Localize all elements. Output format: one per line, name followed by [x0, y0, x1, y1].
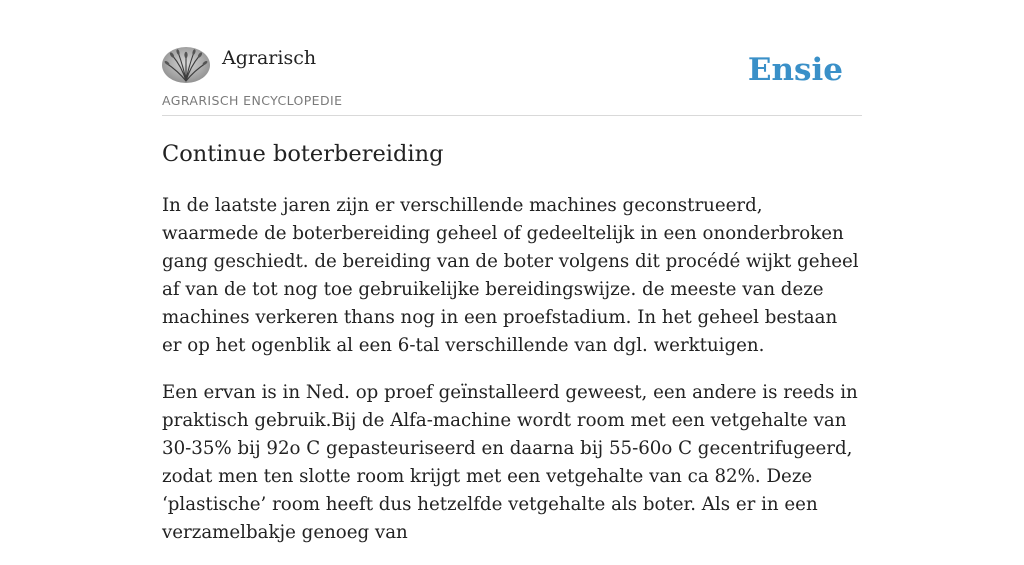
header-divider — [162, 115, 862, 116]
source-name[interactable]: Agrarisch — [222, 47, 317, 69]
ensie-logo[interactable]: Ensie — [747, 52, 843, 88]
source-subtitle: AGRARISCH ENCYCLOPEDIE — [162, 93, 343, 108]
wheat-sheaf-icon — [162, 47, 210, 83]
article-paragraph: Een ervan is in Ned. op proef geïnstalleerd geweest, een andere is reeds in praktisch gebruik.Bij de Alfa-machine wordt room met een vetgehalte van 30-35% bij 92o C gepasteuriseerd en daarna bij 55-60o C gecentrifugeerd, zodat men ten slotte room krijgt met een vetgehalte van ca 82%. Deze ‘plastische’ room heeft dus hetzelfde vetgehalte als boter. Als er in een verzamelbakje genoeg van — [162, 381, 858, 544]
source-avatar[interactable] — [162, 47, 210, 83]
article-title: Continue boterbereiding — [162, 141, 444, 167]
article-paragraph: In de laatste jaren zijn er verschillende machines geconstrueerd, waarmede de boterbereiding geheel of gedeeltelijk in een ononderbroken gang geschiedt. de bereiding van de boter volgens dit procédé wijkt geheel af van de tot nog toe gebruikelijke bereidingswijze. de meeste van deze machines verkeren thans nog in een proefstadium. In het geheel bestaan er op het ogenblik al een 6-tal verschillende van dgl. werktuigen. — [162, 195, 859, 357]
article-body — [162, 192, 862, 565]
source-header — [162, 44, 862, 116]
